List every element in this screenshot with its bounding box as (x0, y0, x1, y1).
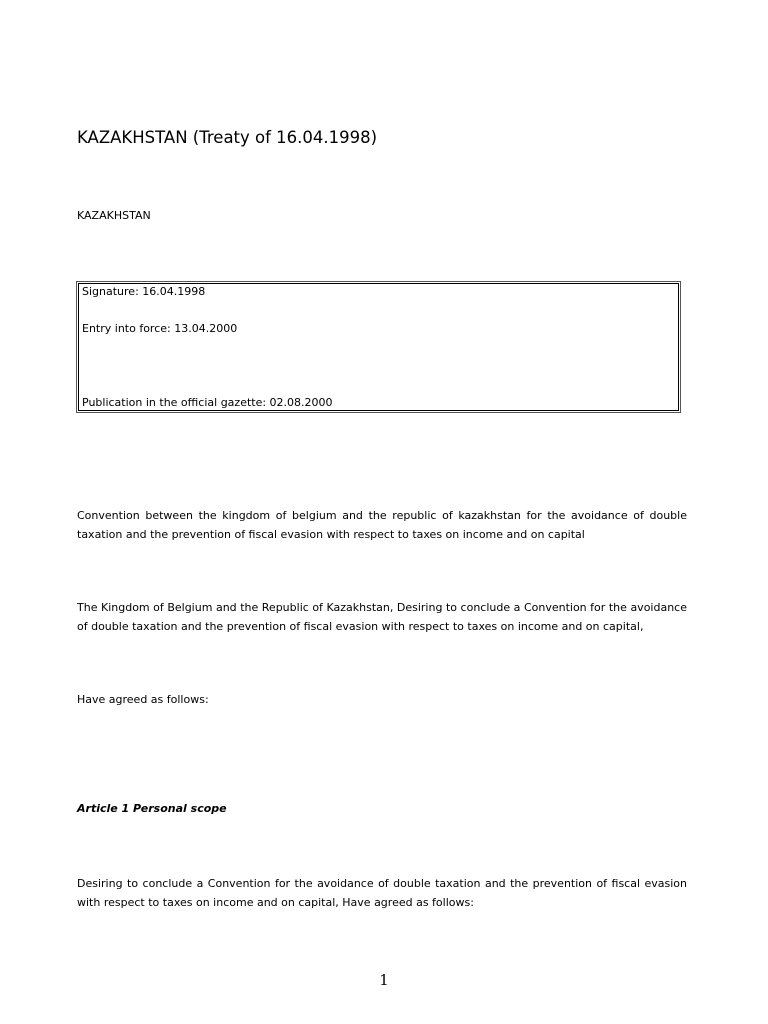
agreed-paragraph: Have agreed as follows: (77, 693, 209, 706)
article-1-paragraph: Desiring to conclude a Convention for the avoidance of double taxation and the prevention of fiscal evasion with respect to taxes on income and on capital, Have agreed as follows: (77, 877, 687, 909)
entry-into-force-date: Entry into force: 13.04.2000 (82, 322, 238, 335)
page-number: 1 (379, 971, 389, 989)
article-1-heading: Article 1 Personal scope (77, 802, 227, 815)
treaty-info-box (78, 283, 679, 411)
signature-date: Signature: 16.04.1998 (82, 285, 206, 298)
country-label: KAZAKHSTAN (77, 209, 151, 222)
preamble-paragraph: The Kingdom of Belgium and the Republic of Kazakhstan, Desiring to conclude a Convention for the avoidance of double taxation and the prevention of fiscal evasion with respect to taxes on income and on capital, (77, 601, 687, 633)
document-title: KAZAKHSTAN (Treaty of 16.04.1998) (77, 128, 378, 147)
publication-date: Publication in the official gazette: 02.08.2000 (82, 396, 333, 409)
convention-title-paragraph: Convention between the kingdom of belgium and the republic of kazakhstan for the avoidance of double taxation and the prevention of fiscal evasion with respect to taxes on income and on capital (77, 509, 687, 541)
